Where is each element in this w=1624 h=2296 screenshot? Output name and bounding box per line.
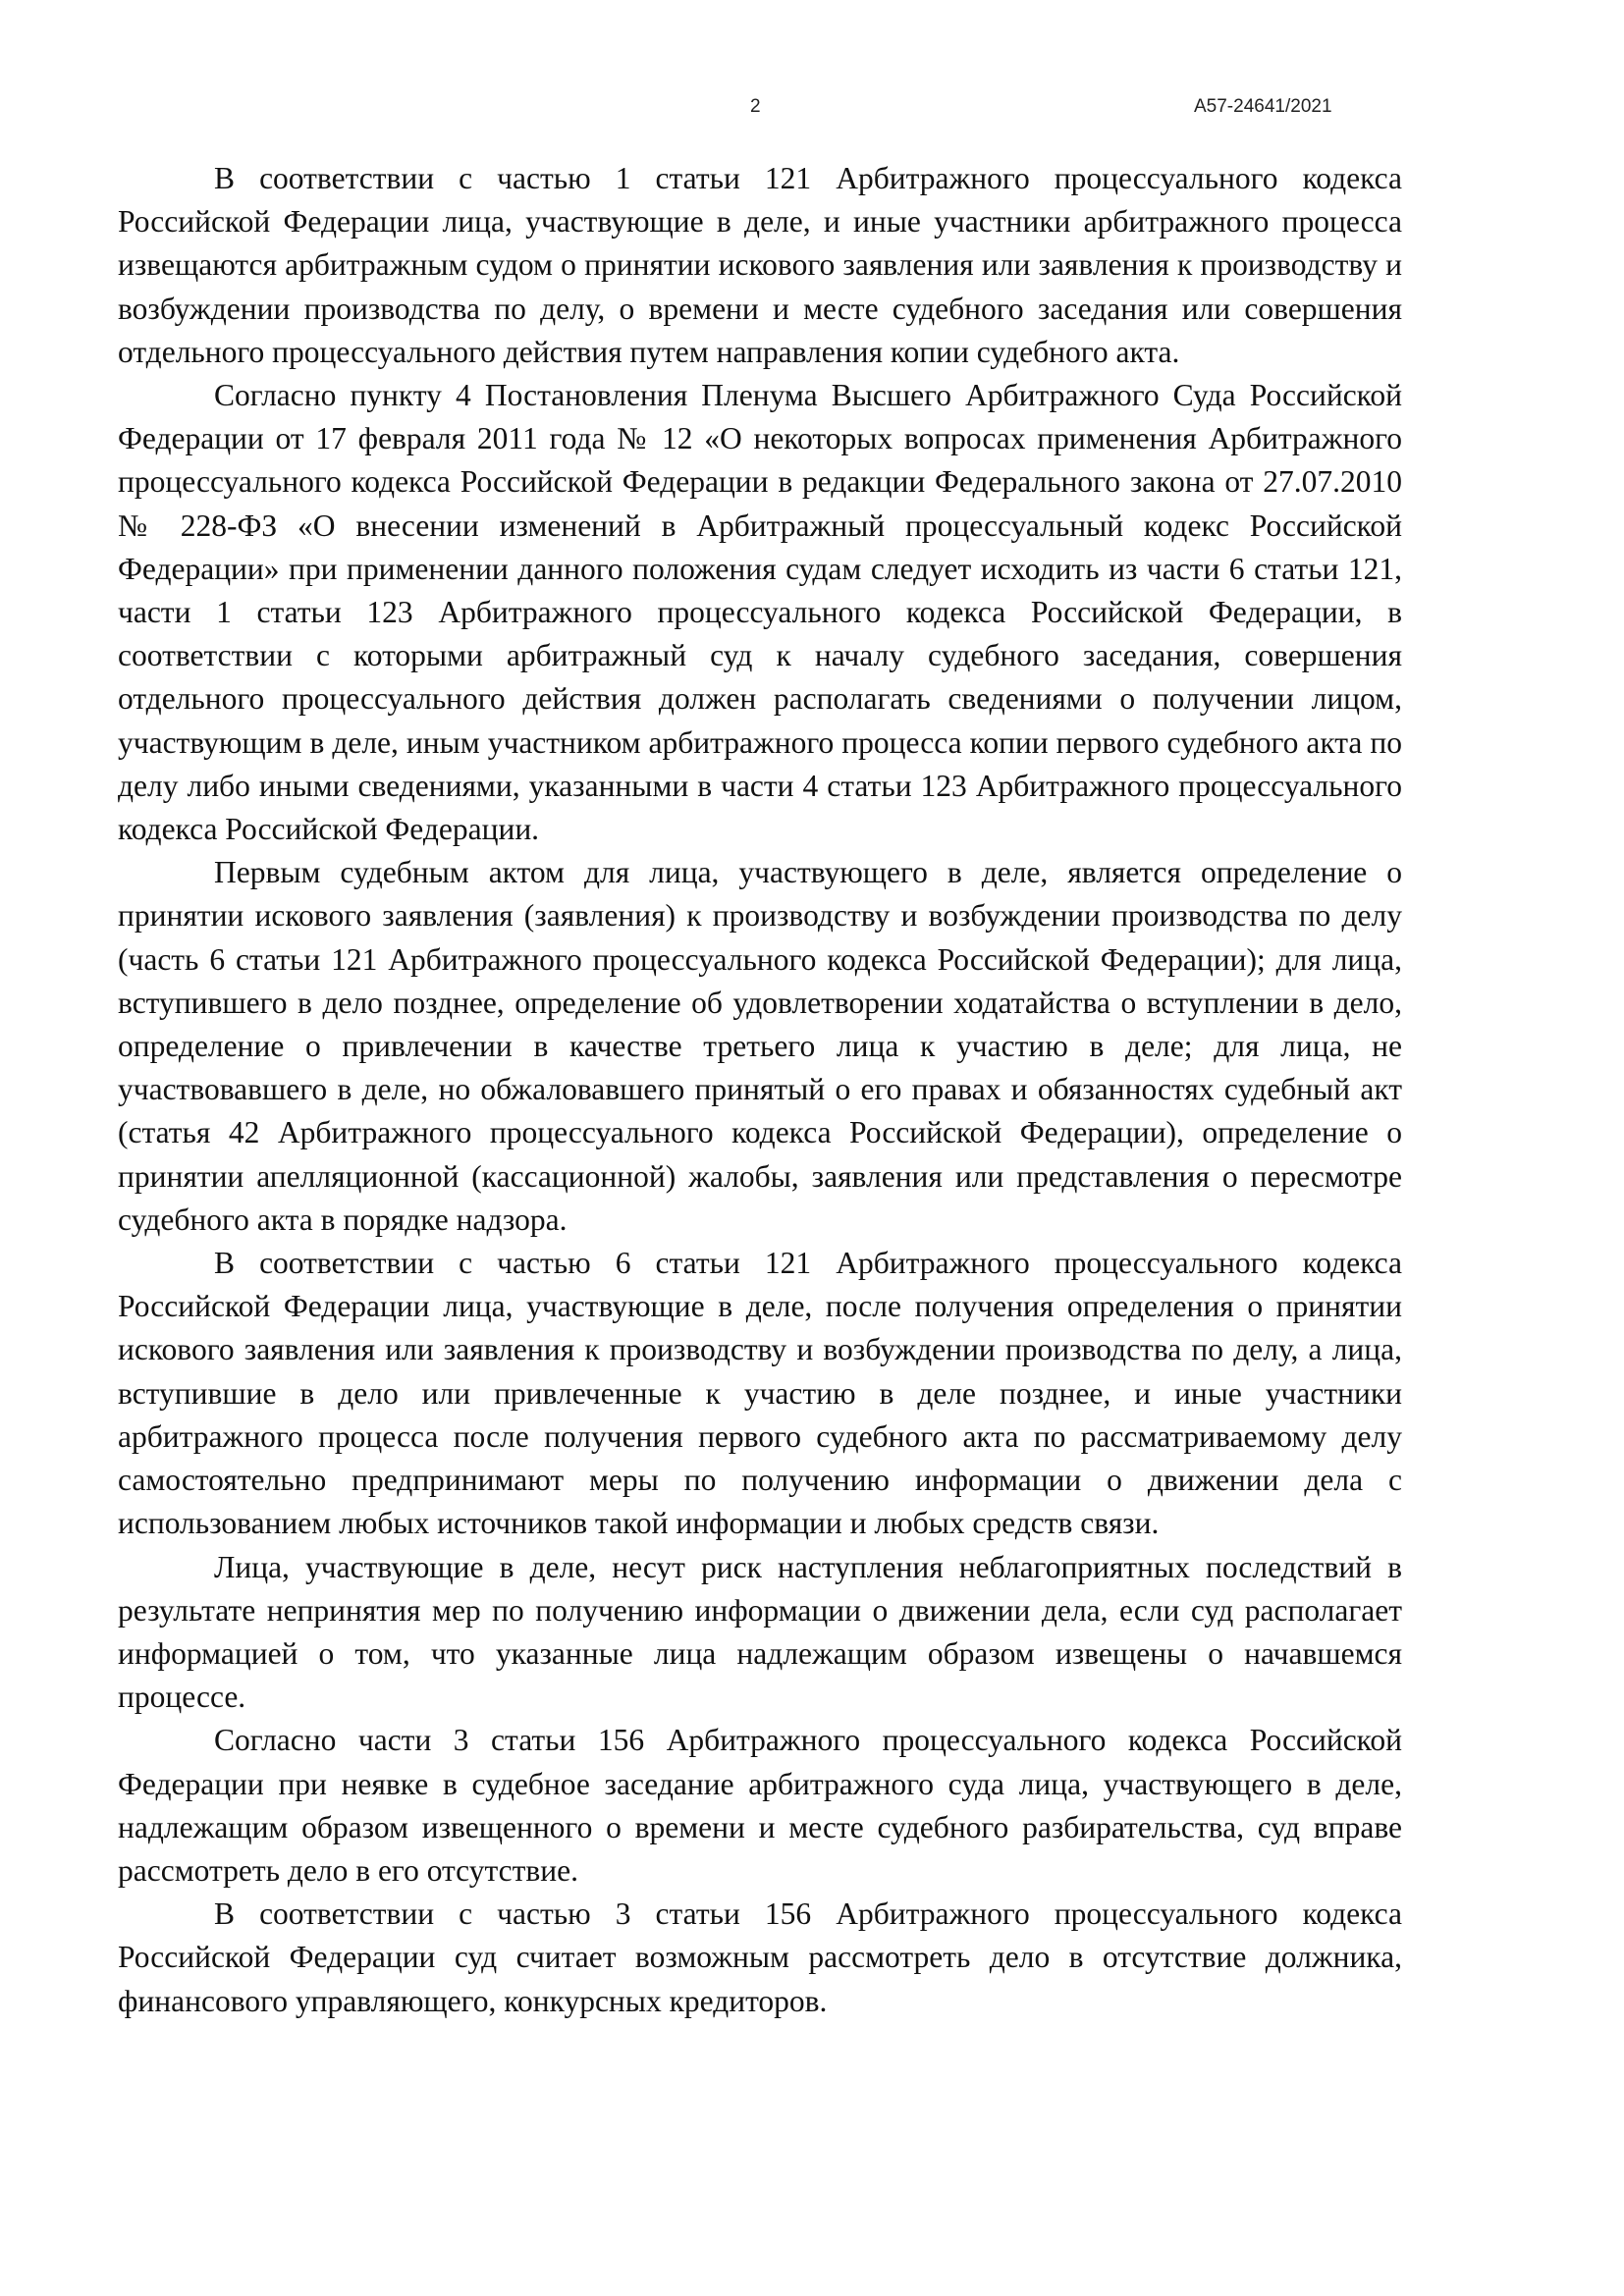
paragraph: Согласно пункту 4 Постановления Пленума Высшего Арбитражного Суда Российской Федерации от 17 февраля 2011 года № 12 «О некоторых вопросах применения Арбитражного процессуального кодекса Российской Федерации в редакции Федерального закона от 27.07.2010 № 228-ФЗ «О внесении изменений в Арбитражный процессуальный кодекс Российской Федерации» при применении данного положения судам следует исходить из части 6 статьи 121, части 1 статьи 123 Арбитражного процессуального кодекса Российской Федерации, в соответствии с которыми арбитражный суд к началу судебного заседания, совершения отдельного процессуального действия должен располагать сведениями о получении лицом, участвующим в деле, иным участником арбитражного процесса копии первого судебного акта по делу либо иными сведениями, указанными в части 4 статьи 123 Арбитражного процессуального кодекса Российской Федерации. [118,378,1402,847]
document-body [118,157,1402,2023]
paragraph: В соответствии с частью 1 статьи 121 Арбитражного процессуального кодекса Российской Федерации лица, участвующие в деле, и иные участники арбитражного процесса извещаются арбитражным судом о принятии искового заявления или заявления к производству и возбуждении производства по делу, о времени и месте судебного заседания или совершения отдельного процессуального действия путем направления копии судебного акта. [118,161,1402,369]
paragraph: В соответствии с частью 6 статьи 121 Арбитражного процессуального кодекса Российской Федерации лица, участвующие в деле, после получения определения о принятии искового заявления или заявления к производству и возбуждении производства по делу, а лица, вступившие в дело или привлеченные к участию в деле позднее, и иные участники арбитражного процесса после получения первого судебного акта по рассматриваемому делу самостоятельно предпринимают меры по получению информации о движении дела с использованием любых источников такой информации и любых средств связи. [118,1246,1402,1541]
paragraph: Первым судебным актом для лица, участвующего в деле, является определение о принятии искового заявления (заявления) к производству и возбуждении производства по делу (часть 6 статьи 121 Арбитражного процессуального кодекса Российской Федерации); для лица, вступившего в дело позднее, определение об удовлетворении ходатайства о вступлении в дело, определение о привлечении в качестве третьего лица к участию в деле; для лица, не участвовавшего в деле, но обжаловавшего принятый о его правах и обязанностях судебный акт (статья 42 Арбитражного процессуального кодекса Российской Федерации), определение о принятии апелляционной (кассационной) жалобы, заявления или представления о пересмотре судебного акта в порядке надзора. [118,855,1402,1237]
paragraph: Согласно части 3 статьи 156 Арбитражного процессуального кодекса Российской Федерации при неявке в судебное заседание арбитражного суда лица, участвующего в деле, надлежащим образом извещенного о времени и месте судебного разбирательства, суд вправе рассмотреть дело в его отсутствие. [118,1723,1402,1888]
case-number: А57-24641/2021 [1194,96,1332,117]
page-number: 2 [750,96,761,117]
page-header [0,96,1624,126]
paragraph: Лица, участвующие в деле, несут риск наступления неблагоприятных последствий в результате непринятия мер по получению информации о движении дела, если суд располагает информацией о том, что указанные лица надлежащим образом извещены о начавшемся процессе. [118,1549,1402,1715]
paragraph: В соответствии с частью 3 статьи 156 Арбитражного процессуального кодекса Российской Федерации суд считает возможным рассмотреть дело в отсутствие должника, финансового управляющего, конкурсных кредиторов. [118,1896,1402,2018]
